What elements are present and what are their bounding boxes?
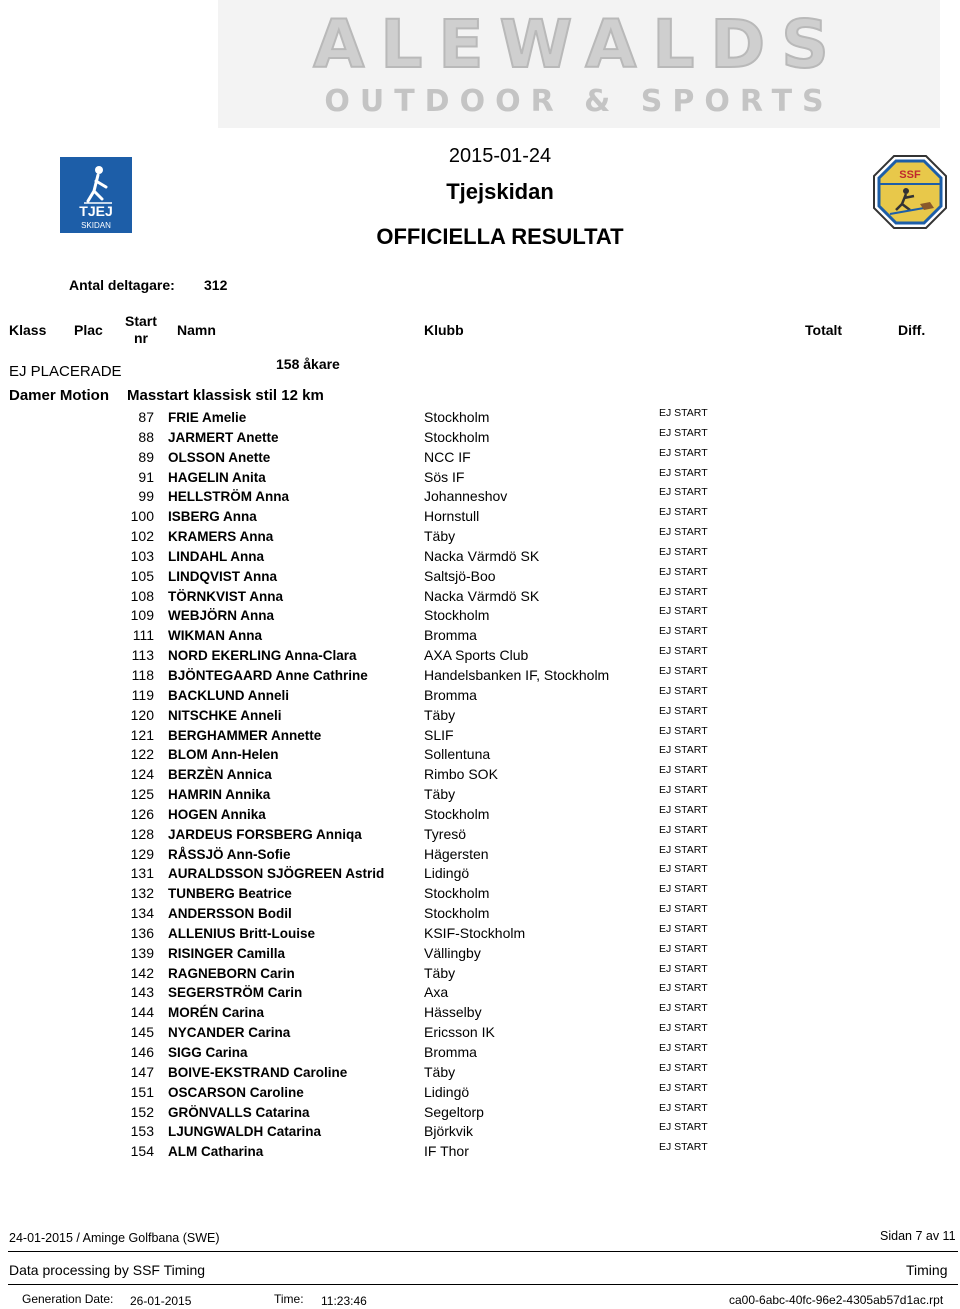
start-number: 146 (130, 1044, 154, 1060)
result-status: EJ START (659, 942, 708, 955)
start-number: 128 (130, 825, 154, 842)
result-status: EJ START (659, 426, 708, 439)
results-table (0, 408, 960, 1162)
athlete-name: GRÖNVALLS Catarina (168, 1104, 310, 1120)
athlete-name: JARMERT Anette (168, 429, 279, 445)
athlete-name: OSCARSON Caroline (168, 1084, 304, 1100)
result-status: EJ START (659, 645, 708, 658)
result-status: EJ START (659, 744, 708, 757)
club-name: Bromma (424, 686, 477, 703)
generation-date-label: Generation Date: (22, 1292, 114, 1306)
table-row (0, 964, 960, 984)
athlete-name: NITSCHKE Anneli (168, 707, 282, 723)
athlete-name: HAMRIN Annika (168, 787, 271, 803)
start-number: 136 (130, 924, 154, 941)
result-status: EJ START (659, 1042, 708, 1054)
club-name: Lidingö (424, 865, 470, 882)
athlete-name: OLSSON Anette (168, 449, 271, 465)
result-status: EJ START (659, 545, 708, 558)
athlete-name: BJÖNTEGAARD Anne Cathrine (168, 667, 368, 683)
athlete-name: NYCANDER Carina (168, 1025, 291, 1041)
result-status: EJ START (659, 803, 708, 816)
athlete-name: BOIVE-EKSTRAND Caroline (168, 1064, 348, 1080)
result-status: EJ START (659, 684, 708, 697)
footer-date-venue: 24-01-2015 / Aminge Golfbana (SWE) (9, 1231, 220, 1245)
column-header-plac: Plac (74, 322, 103, 338)
club-name: Handelsbanken IF, Stockholm (424, 666, 610, 683)
club-name: Lidingö (424, 1083, 470, 1100)
table-row (0, 983, 960, 1003)
club-name: Täby (424, 528, 456, 545)
club-name: Sollentuna (424, 746, 491, 763)
table-row (0, 666, 960, 686)
athlete-name: AURALDSSON SJÖGREEN Astrid (168, 866, 385, 882)
athlete-name: LINDAHL Anna (168, 548, 264, 564)
table-row (0, 468, 960, 488)
athlete-name: BACKLUND Anneli (168, 687, 289, 703)
result-status: EJ START (659, 407, 708, 419)
table-row (0, 765, 960, 785)
event-date: 2015-01-24 (448, 145, 552, 167)
start-number: 121 (130, 726, 154, 743)
club-name: Bromma (424, 627, 477, 644)
start-number: 108 (130, 587, 154, 604)
table-row (0, 487, 960, 507)
result-status: EJ START (659, 625, 708, 638)
athlete-name: HOGEN Annika (168, 806, 266, 822)
start-number: 139 (130, 944, 154, 961)
result-status: EJ START (659, 664, 708, 677)
athlete-name: RÅSSJÖ Ann-Sofie (168, 846, 291, 862)
table-row (0, 924, 960, 944)
table-row (0, 904, 960, 924)
athlete-name: RAGNEBORN Carin (168, 965, 295, 981)
table-row (0, 785, 960, 805)
athlete-name: RISINGER Camilla (168, 945, 286, 961)
column-header-start: Start (125, 313, 157, 329)
table-row (0, 686, 960, 706)
start-number: 103 (130, 547, 154, 564)
athlete-name: ALM Catharina (168, 1144, 264, 1160)
club-name: Täby (424, 786, 456, 803)
participants-count: 312 (204, 277, 228, 293)
table-row (0, 646, 960, 666)
result-status: EJ START (659, 823, 708, 836)
start-number: 88 (138, 428, 154, 445)
club-name: Stockholm (424, 885, 490, 902)
data-processing-credit: Data processing by SSF Timing (9, 1262, 206, 1278)
result-status: EJ START (659, 724, 708, 737)
result-status: EJ START (659, 962, 708, 975)
club-name: Nacka Värmdö SK (424, 547, 540, 564)
start-number: 153 (130, 1123, 154, 1140)
start-number: 105 (130, 567, 154, 584)
start-number: 154 (130, 1143, 154, 1160)
result-status: EJ START (659, 982, 708, 995)
club-name: Stockholm (424, 905, 490, 922)
result-status: EJ START (659, 1002, 708, 1015)
table-row (0, 1043, 960, 1063)
start-number: 89 (138, 448, 154, 465)
table-row (0, 507, 960, 527)
start-number: 124 (130, 766, 154, 783)
event-name: Tjejskidan (446, 179, 554, 204)
column-header-nr: nr (133, 330, 148, 346)
athlete-name: FRIE Amelie (168, 410, 247, 425)
athlete-name: TUNBERG Beatrice (168, 886, 292, 902)
result-status: EJ START (659, 1061, 708, 1074)
table-row (0, 428, 960, 448)
table-row (0, 1083, 960, 1103)
athlete-name: SEGERSTRÖM Carin (168, 985, 303, 1001)
result-status: EJ START (659, 1022, 708, 1035)
table-row (0, 1142, 960, 1162)
club-name: Täby (424, 964, 456, 981)
result-status: EJ START (659, 605, 708, 618)
result-status: EJ START (659, 843, 708, 856)
column-header-namn: Namn (177, 322, 216, 338)
table-row (0, 626, 960, 646)
table-row (0, 944, 960, 964)
athlete-name: LJUNGWALDH Catarina (168, 1124, 322, 1140)
club-name: Hägersten (424, 845, 489, 862)
result-status: EJ START (659, 1121, 708, 1134)
athlete-name: WEBJÖRN Anna (168, 608, 275, 624)
sponsor-brand-name: ALEWALDS (313, 6, 845, 83)
table-row (0, 845, 960, 865)
table-row (0, 1023, 960, 1043)
table-row (0, 448, 960, 468)
table-row (0, 825, 960, 845)
result-status: EJ START (659, 446, 708, 459)
athlete-name: KRAMERS Anna (168, 529, 274, 545)
athlete-name: MORÉN Carina (168, 1005, 265, 1021)
club-name: Axa (424, 984, 449, 1001)
club-name: Stockholm (424, 805, 490, 822)
result-status: EJ START (659, 565, 708, 578)
table-row (0, 527, 960, 547)
start-number: 119 (131, 686, 154, 703)
club-name: Hässelby (424, 1004, 482, 1021)
result-status: EJ START (659, 922, 708, 935)
skidan-logo-text: SKIDAN (81, 221, 111, 230)
table-row (0, 726, 960, 746)
club-name: KSIF-Stockholm (424, 924, 526, 941)
column-header-klubb: Klubb (424, 322, 464, 338)
timing-label: Timing (906, 1262, 948, 1278)
result-status: EJ START (659, 1141, 708, 1154)
table-row (0, 745, 960, 765)
document-title: OFFICIELLA RESULTAT (376, 224, 624, 249)
club-name: Saltsjö-Boo (424, 567, 496, 584)
club-name: Hornstull (424, 508, 480, 525)
column-header-totalt: Totalt (805, 322, 843, 338)
club-name: Sös IF (424, 468, 465, 485)
club-name: Ericsson IK (424, 1024, 495, 1041)
result-status: EJ START (659, 526, 708, 539)
athlete-name: NORD EKERLING Anna-Clara (168, 648, 357, 664)
start-number: 145 (130, 1024, 154, 1041)
athlete-name: BERGHAMMER Annette (168, 727, 322, 743)
table-row (0, 408, 960, 428)
start-number: 134 (130, 905, 154, 922)
club-name: AXA Sports Club (424, 647, 529, 664)
sponsor-banner (218, 0, 940, 128)
footer-divider-2 (8, 1284, 958, 1285)
club-name: Vällingby (424, 944, 481, 961)
column-header-klass: Klass (9, 322, 47, 338)
club-name: Nacka Värmdö SK (424, 587, 540, 604)
start-number: 147 (130, 1063, 154, 1080)
club-name: Björkvik (424, 1123, 474, 1140)
start-number: 125 (130, 786, 154, 803)
athlete-name: HELLSTRÖM Anna (168, 489, 289, 505)
start-number: 129 (130, 845, 154, 862)
result-status: EJ START (659, 1101, 708, 1114)
start-number: 118 (131, 666, 154, 683)
start-number: 142 (130, 964, 154, 981)
table-row (0, 547, 960, 567)
start-number: 111 (132, 627, 154, 644)
report-file-reference: ca00-6abc-40fc-96e2-4305ab57d1ac.rpt (729, 1293, 944, 1307)
race-type: Masstart klassisk stil 12 km (127, 387, 324, 404)
placement-status-heading: EJ PLACERADE (9, 363, 122, 380)
start-number: 120 (130, 706, 154, 723)
athlete-name: ISBERG Anna (168, 509, 257, 525)
ssf-logo-text: SSF (899, 169, 921, 181)
table-row (0, 1103, 960, 1123)
time-label: Time: (274, 1292, 304, 1306)
result-status: EJ START (659, 486, 708, 499)
club-name: Täby (424, 706, 456, 723)
athlete-name: ANDERSSON Bodil (168, 906, 292, 922)
start-number: 152 (130, 1103, 154, 1120)
start-number: 122 (130, 746, 154, 763)
result-status: EJ START (659, 903, 708, 916)
result-status: EJ START (659, 863, 708, 876)
sponsor-brand-tagline: OUTDOOR & SPORTS (324, 84, 834, 119)
club-name: Johanneshov (424, 488, 508, 505)
table-row (0, 864, 960, 884)
club-name: Stockholm (424, 409, 490, 425)
club-name: IF Thor (424, 1143, 469, 1160)
result-status: EJ START (659, 466, 708, 479)
start-number: 131 (130, 865, 154, 882)
result-status: EJ START (659, 1081, 708, 1094)
start-number: 100 (130, 508, 154, 525)
result-status: EJ START (659, 764, 708, 777)
start-number: 143 (130, 984, 154, 1001)
club-name: NCC IF (424, 448, 471, 465)
start-number: 87 (138, 409, 154, 425)
result-status: EJ START (659, 585, 708, 598)
athlete-name: ALLENIUS Britt-Louise (168, 925, 315, 941)
table-row (0, 1003, 960, 1023)
table-row (0, 706, 960, 726)
club-name: Täby (424, 1063, 456, 1080)
table-row (0, 1122, 960, 1142)
page-number: Sidan 7 av 11 (880, 1229, 956, 1243)
athlete-name: HAGELIN Anita (168, 469, 266, 485)
start-number: 151 (130, 1083, 154, 1100)
athlete-name: SIGG Carina (168, 1045, 248, 1060)
table-row (0, 606, 960, 626)
start-number: 132 (130, 885, 154, 902)
result-status: EJ START (659, 506, 708, 519)
start-number: 126 (130, 805, 154, 822)
athlete-name: BLOM Ann-Helen (168, 747, 279, 763)
table-row (0, 587, 960, 607)
athlete-name: BERZÈN Annica (168, 767, 272, 783)
club-name: Stockholm (424, 607, 490, 624)
class-name: Damer Motion (9, 387, 110, 404)
club-name: Segeltorp (424, 1103, 484, 1120)
table-row (0, 884, 960, 904)
athlete-name: TÖRNKVIST Anna (168, 588, 284, 604)
athlete-name: WIKMAN Anna (168, 628, 262, 644)
skier-count: 158 åkare (276, 356, 340, 372)
start-number: 109 (130, 607, 154, 624)
athlete-name: LINDQVIST Anna (168, 568, 278, 584)
club-name: Rimbo SOK (424, 766, 498, 783)
generation-date-value: 26-01-2015 (130, 1294, 192, 1308)
result-status: EJ START (659, 704, 708, 717)
table-row (0, 805, 960, 825)
start-number: 113 (131, 647, 154, 664)
time-value: 11:23:46 (321, 1294, 367, 1308)
club-name: Bromma (424, 1044, 477, 1060)
start-number: 91 (138, 468, 154, 485)
start-number: 99 (138, 488, 154, 505)
column-header-start-nr (125, 313, 157, 347)
athlete-name: JARDEUS FORSBERG Anniqa (168, 826, 362, 842)
club-name: Tyresö (424, 825, 467, 842)
start-number: 102 (130, 528, 154, 545)
column-header-diff: Diff. (898, 322, 926, 338)
footer-divider (8, 1251, 958, 1252)
participants-label: Antal deltagare: (69, 277, 175, 293)
club-name: SLIF (424, 726, 454, 743)
result-status: EJ START (659, 784, 708, 797)
table-row (0, 567, 960, 587)
start-number: 144 (130, 1004, 154, 1021)
club-name: Stockholm (424, 428, 490, 445)
result-status: EJ START (659, 883, 708, 896)
table-row (0, 1063, 960, 1083)
tjej-logo-text: TJEJ (79, 203, 113, 219)
